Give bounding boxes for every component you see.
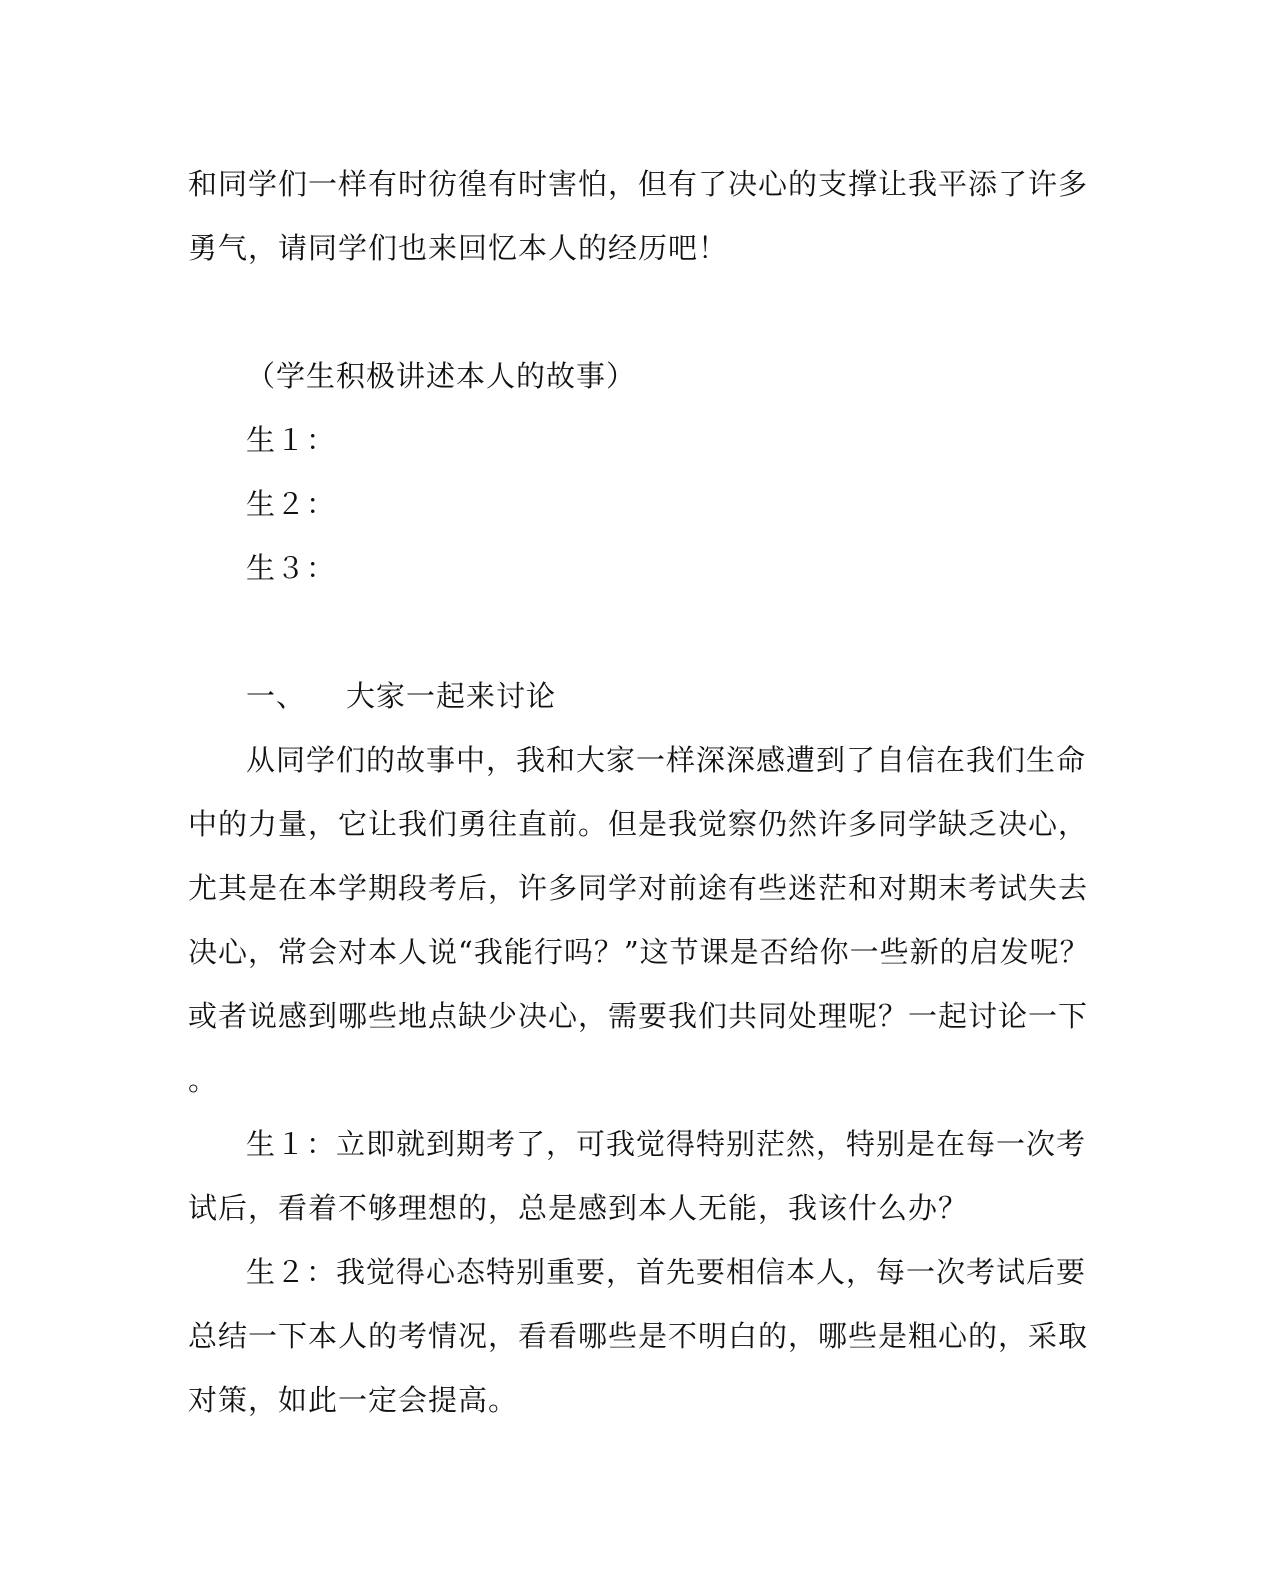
paragraph-line: 尤其是在本学期段考后，许多同学对前途有些迷茫和对期末考试失去 xyxy=(188,871,1089,905)
student-2-label: 生２： xyxy=(246,487,337,521)
paragraph-line: 试后，看着不够理想的，总是感到本人无能，我该什么办？ xyxy=(188,1191,969,1225)
student-3-label: 生３： xyxy=(246,551,337,585)
paragraph-line: 对策，如此一定会提高。 xyxy=(188,1383,519,1417)
paragraph-line: 和同学们一样有时彷徨有时害怕，但有了决心的支撑让我平添了许多 xyxy=(188,167,1089,201)
paragraph-line: 勇气，请同学们也来回忆本人的经历吧！ xyxy=(188,231,729,265)
paragraph-line: 。 xyxy=(188,1063,219,1097)
section-title: 大家一起来讨论 xyxy=(346,679,557,713)
section-number: 一、 xyxy=(246,679,307,713)
paragraph-line: 总结一下本人的考情况，看看哪些是不明白的，哪些是粗心的，采取 xyxy=(188,1319,1089,1353)
stage-direction: （学生积极讲述本人的故事） xyxy=(246,359,637,393)
paragraph-line: 生２：我觉得心态特别重要，首先要相信本人，每一次考试后要 xyxy=(246,1255,1087,1289)
paragraph-line: 从同学们的故事中，我和大家一样深深感遭到了自信在我们生命 xyxy=(246,743,1087,777)
paragraph-line: 或者说感到哪些地点缺少决心，需要我们共同处理呢？一起讨论一下 xyxy=(188,999,1089,1033)
section-heading xyxy=(246,678,556,714)
paragraph-line: 决心，常会对本人说“我能行吗？”这节课是否给你一些新的启发呢？ xyxy=(188,935,1090,969)
paragraph-line: 生１：立即就到期考了，可我觉得特别茫然，特别是在每一次考 xyxy=(246,1127,1087,1161)
student-1-label: 生１： xyxy=(246,423,337,457)
paragraph-line: 中的力量，它让我们勇往直前。但是我觉察仍然许多同学缺乏决心， xyxy=(188,807,1089,841)
